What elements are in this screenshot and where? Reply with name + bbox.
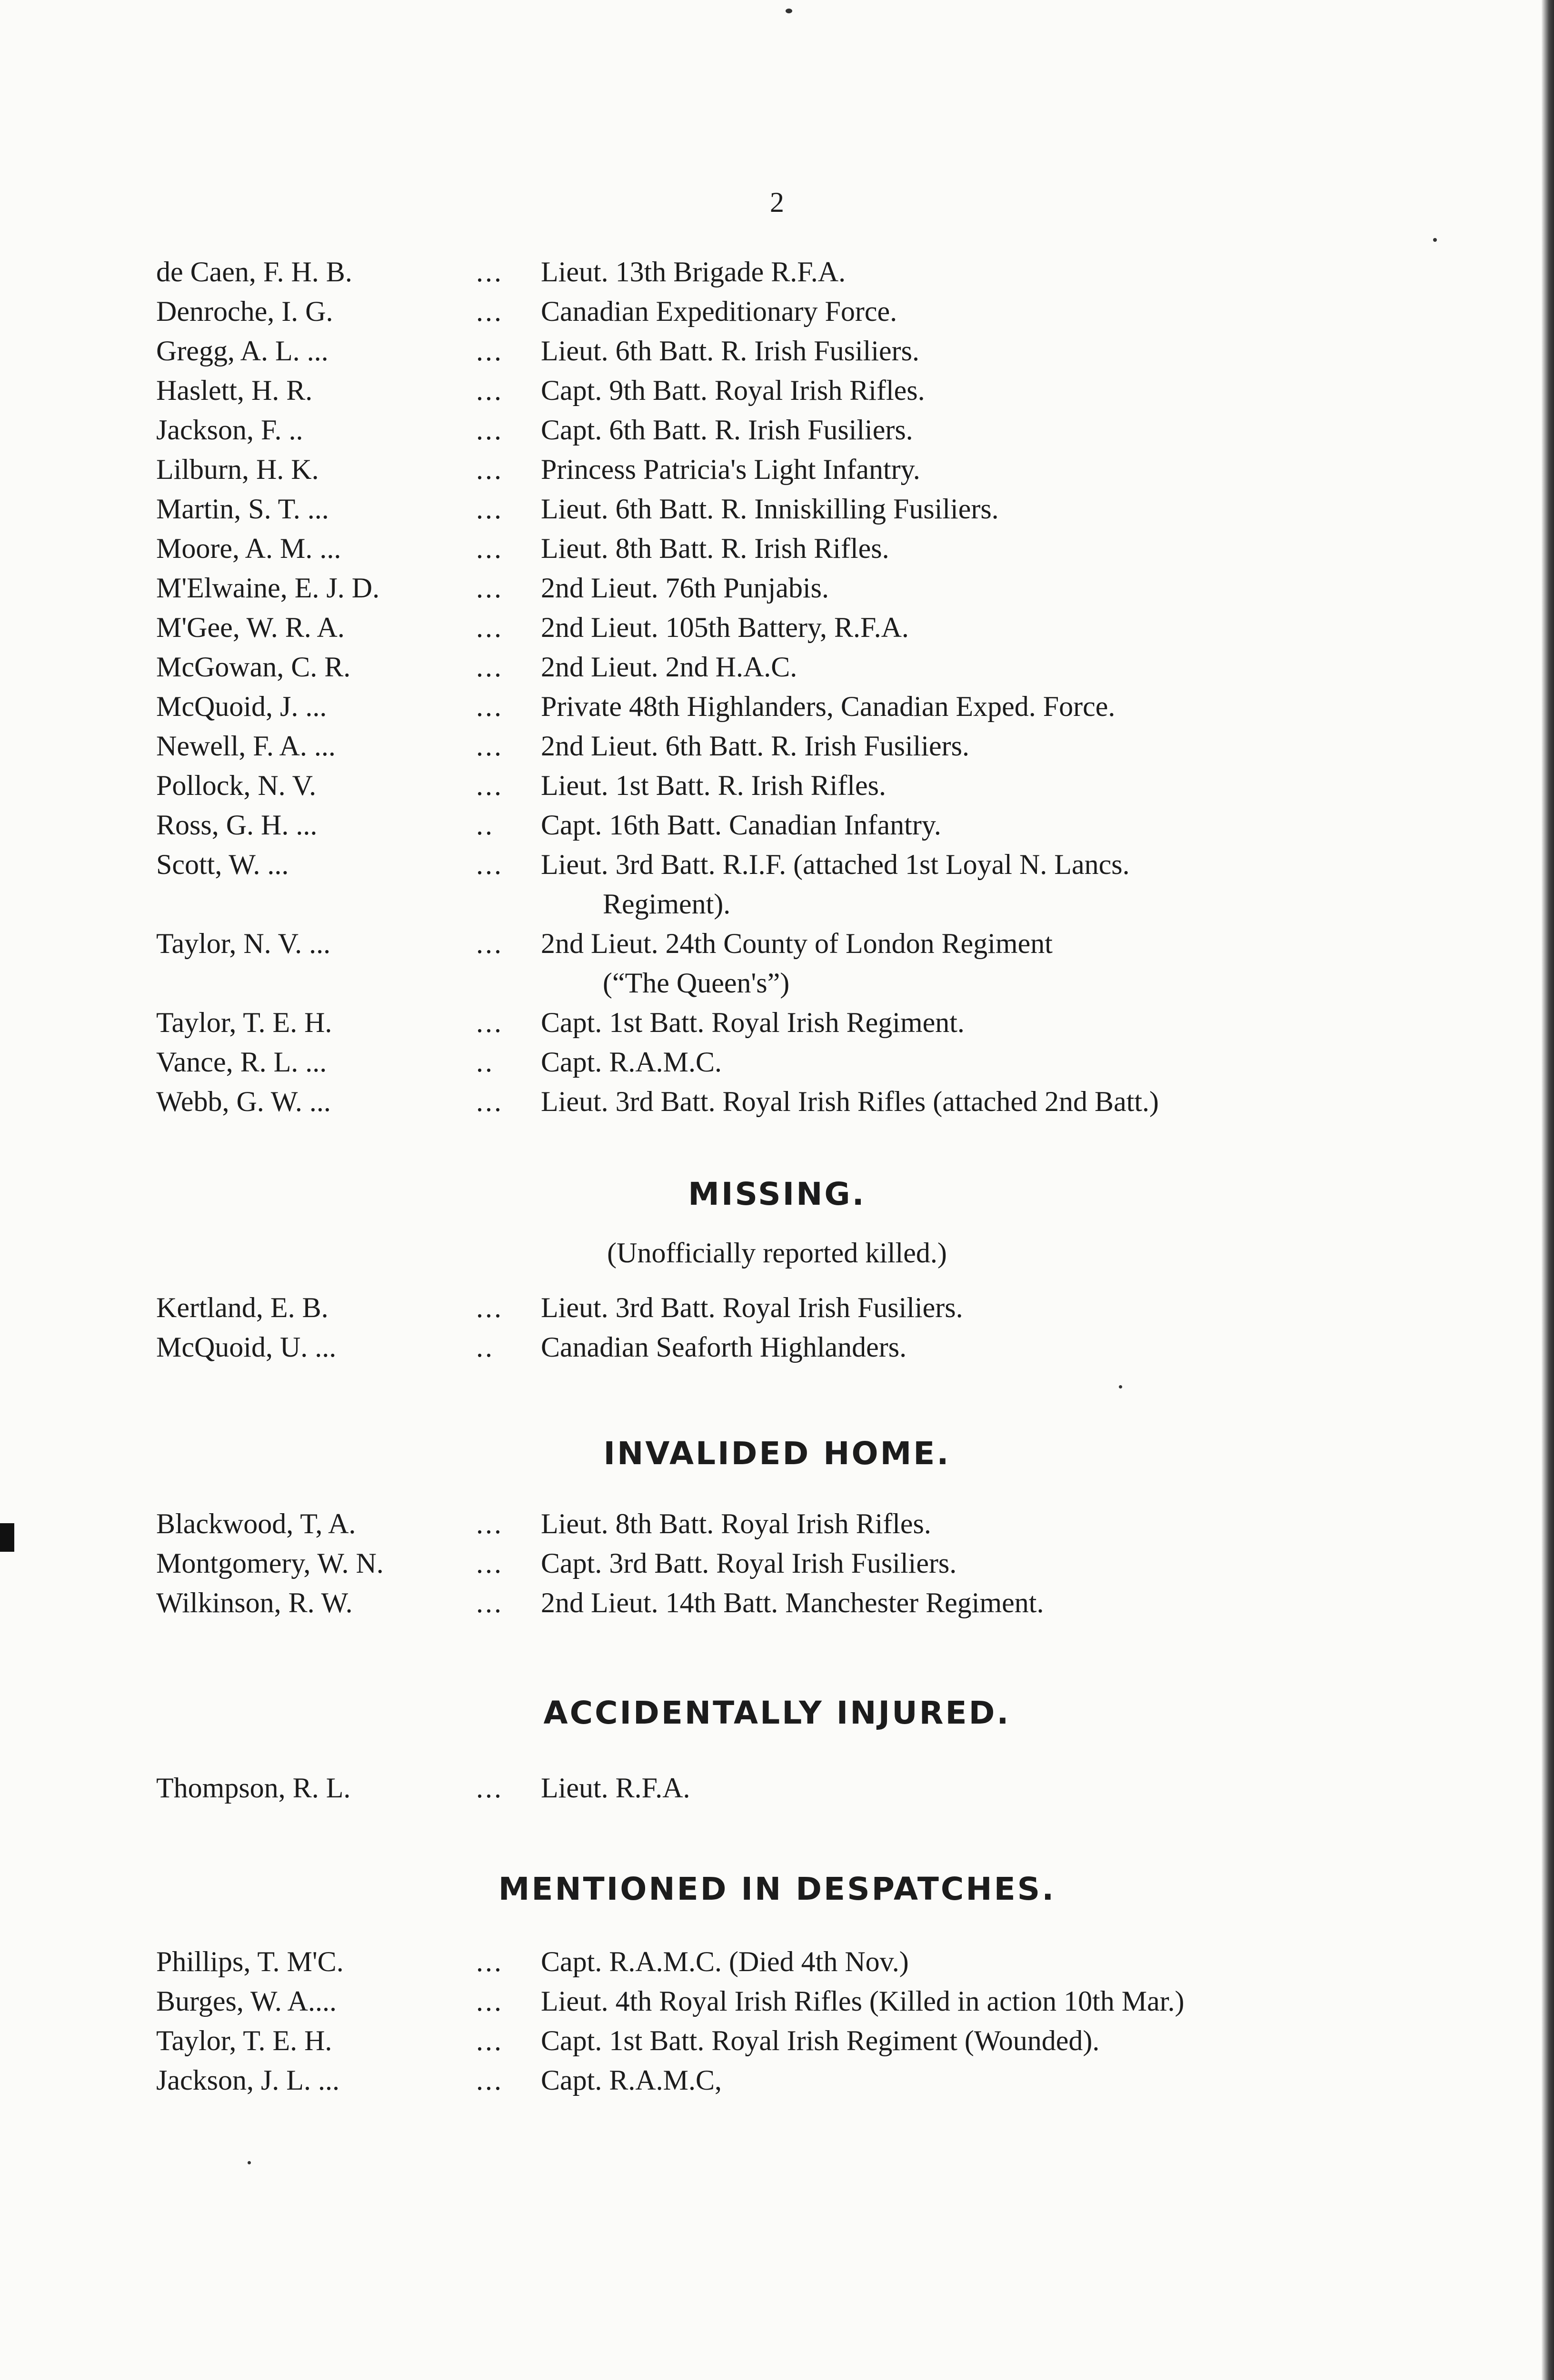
ink-speck [248,2161,251,2164]
leader-dots: ... [476,1547,503,1579]
entry-name: McQuoid, J. ... [156,691,327,722]
entry-name: Denroche, I. G. [156,296,333,327]
entry-name: Blackwood, T, A. [156,1508,356,1539]
entry-name: Ross, G. H. ... [156,809,318,841]
leader-dots: ... [476,612,503,643]
entry-detail: Lieut. 6th Batt. R. Irish Fusiliers. [541,335,919,367]
entry-name: Pollock, N. V. [156,770,317,801]
leader-dots: ... [476,849,503,880]
binding-mark [0,1523,14,1552]
entry-detail: Capt. 9th Batt. Royal Irish Rifles. [541,375,925,406]
entry-name: Kertland, E. B. [156,1292,329,1323]
page-number: 2 [770,187,784,218]
ink-speck [1119,1385,1122,1388]
leader-dots: ... [476,1292,503,1323]
entry-detail: Lieut. 4th Royal Irish Rifles (Killed in action 10th Mar.) [541,1985,1185,2017]
entry-name: Scott, W. ... [156,849,289,880]
entry-detail-line: Lieut. 3rd Batt. R.I.F. (attached 1st Loyal N. Lancs. [541,849,1130,880]
leader-dots: ... [476,296,503,327]
entry-name: Montgomery, W. N. [156,1547,384,1579]
leader-dots: ... [476,493,503,525]
entry-detail: Capt. 6th Batt. R. Irish Fusiliers. [541,414,913,446]
section-heading-despatches: MENTIONED IN DESPATCHES. [498,1871,1056,1907]
entry-detail: Lieut. R.F.A. [541,1772,690,1804]
entry-detail-line: 2nd Lieut. 24th County of London Regiment [541,928,1053,959]
entry-detail: 2nd Lieut. 76th Punjabis. [541,572,829,604]
ink-speck [1433,238,1437,242]
entry-detail: Lieut. 3rd Batt. Royal Irish Fusiliers. [541,1292,963,1323]
entry-name: Taylor, T. E. H. [156,1007,332,1038]
leader-dots: ... [476,1985,503,2017]
leader-dots: ... [476,770,503,801]
leader-dots: ... [476,2064,503,2096]
leader-dots: .. [476,1046,494,1078]
leader-dots: ... [476,1007,503,1038]
entry-detail: Capt. R.A.M.C. (Died 4th Nov.) [541,1946,909,1977]
entry-detail: Lieut. 1st Batt. R. Irish Rifles. [541,770,886,801]
entry-detail: Canadian Expeditionary Force. [541,296,897,327]
section-heading-invalided: INVALIDED HOME. [603,1435,951,1472]
leader-dots: ... [476,1086,503,1117]
entry-name: Wilkinson, R. W. [156,1587,353,1618]
entry-detail: 2nd Lieut. 105th Battery, R.F.A. [541,612,909,643]
ink-speck [786,9,792,13]
leader-dots: ... [476,1946,503,1977]
leader-dots: ... [476,414,503,446]
entry-detail: Capt. 3rd Batt. Royal Irish Fusiliers. [541,1547,957,1579]
leader-dots: .. [476,1331,494,1363]
entry-detail: Lieut. 3rd Batt. Royal Irish Rifles (attached 2nd Batt.) [541,1086,1159,1117]
entry-name: McGowan, C. R. [156,651,351,683]
entry-name: Taylor, N. V. ... [156,928,331,959]
leader-dots: .. [476,809,494,841]
entry-detail-continuation: (“The Queen's”) [603,967,790,999]
entry-name: de Caen, F. H. B. [156,256,352,288]
entry-name: M'Elwaine, E. J. D. [156,572,380,604]
leader-dots: ... [476,1508,503,1539]
entry-name: Burges, W. A.... [156,1985,337,2017]
section-heading-injured: ACCIDENTALLY INJURED. [543,1695,1011,1731]
entry-name: Gregg, A. L. ... [156,335,329,367]
entry-name: Phillips, T. M'C. [156,1946,344,1977]
entry-detail: Canadian Seaforth Highlanders. [541,1331,907,1363]
entry-detail-continuation: Regiment). [603,888,731,920]
leader-dots: ... [476,1772,503,1804]
entry-name: Haslett, H. R. [156,375,313,406]
entry-detail: Lieut. 13th Brigade R.F.A. [541,256,846,288]
section-heading-missing: MISSING. [688,1176,866,1212]
entry-detail: 2nd Lieut. 6th Batt. R. Irish Fusiliers. [541,730,969,762]
leader-dots: ... [476,533,503,564]
leader-dots: ... [476,730,503,762]
entry-name: Thompson, R. L. [156,1772,351,1804]
entry-name: Taylor, T. E. H. [156,2025,332,2056]
leader-dots: ... [476,375,503,406]
entry-detail: Capt. 1st Batt. Royal Irish Regiment. [541,1007,965,1038]
entry-name: Newell, F. A. ... [156,730,336,762]
entry-detail: Lieut. 6th Batt. R. Inniskilling Fusiliers. [541,493,999,525]
leader-dots: ... [476,2025,503,2056]
entry-name: Moore, A. M. ... [156,533,341,564]
leader-dots: ... [476,256,503,288]
leader-dots: ... [476,1587,503,1618]
entry-name: M'Gee, W. R. A. [156,612,345,643]
entry-detail: Capt. 16th Batt. Canadian Infantry. [541,809,941,841]
leader-dots: ... [476,335,503,367]
entry-detail: Private 48th Highlanders, Canadian Exped. Force. [541,691,1116,722]
leader-dots: ... [476,572,503,604]
leader-dots: ... [476,651,503,683]
leader-dots: ... [476,928,503,959]
entry-name: Vance, R. L. ... [156,1046,327,1078]
entry-name: McQuoid, U. ... [156,1331,337,1363]
entry-name: Jackson, J. L. ... [156,2064,339,2096]
entry-detail [541,924,1469,1003]
entry-detail: Capt. R.A.M.C, [541,2064,722,2096]
entry-detail: Capt. 1st Batt. Royal Irish Regiment (Wounded). [541,2025,1100,2056]
leader-dots: ... [476,691,503,722]
entry-name: Lilburn, H. K. [156,454,319,485]
entry-detail: 2nd Lieut. 14th Batt. Manchester Regiment. [541,1587,1044,1618]
entry-detail [541,845,1469,924]
entry-detail: 2nd Lieut. 2nd H.A.C. [541,651,797,683]
leader-dots: ... [476,454,503,485]
section-subheading-missing: (Unofficially reported killed.) [607,1237,947,1269]
entry-name: Jackson, F. .. [156,414,303,446]
entry-detail: Lieut. 8th Batt. Royal Irish Rifles. [541,1508,931,1539]
entry-name: Martin, S. T. ... [156,493,329,525]
entry-detail: Princess Patricia's Light Infantry. [541,454,920,485]
entry-detail: Lieut. 8th Batt. R. Irish Rifles. [541,533,889,564]
entry-detail: Capt. R.A.M.C. [541,1046,722,1078]
entry-name: Webb, G. W. ... [156,1086,331,1117]
